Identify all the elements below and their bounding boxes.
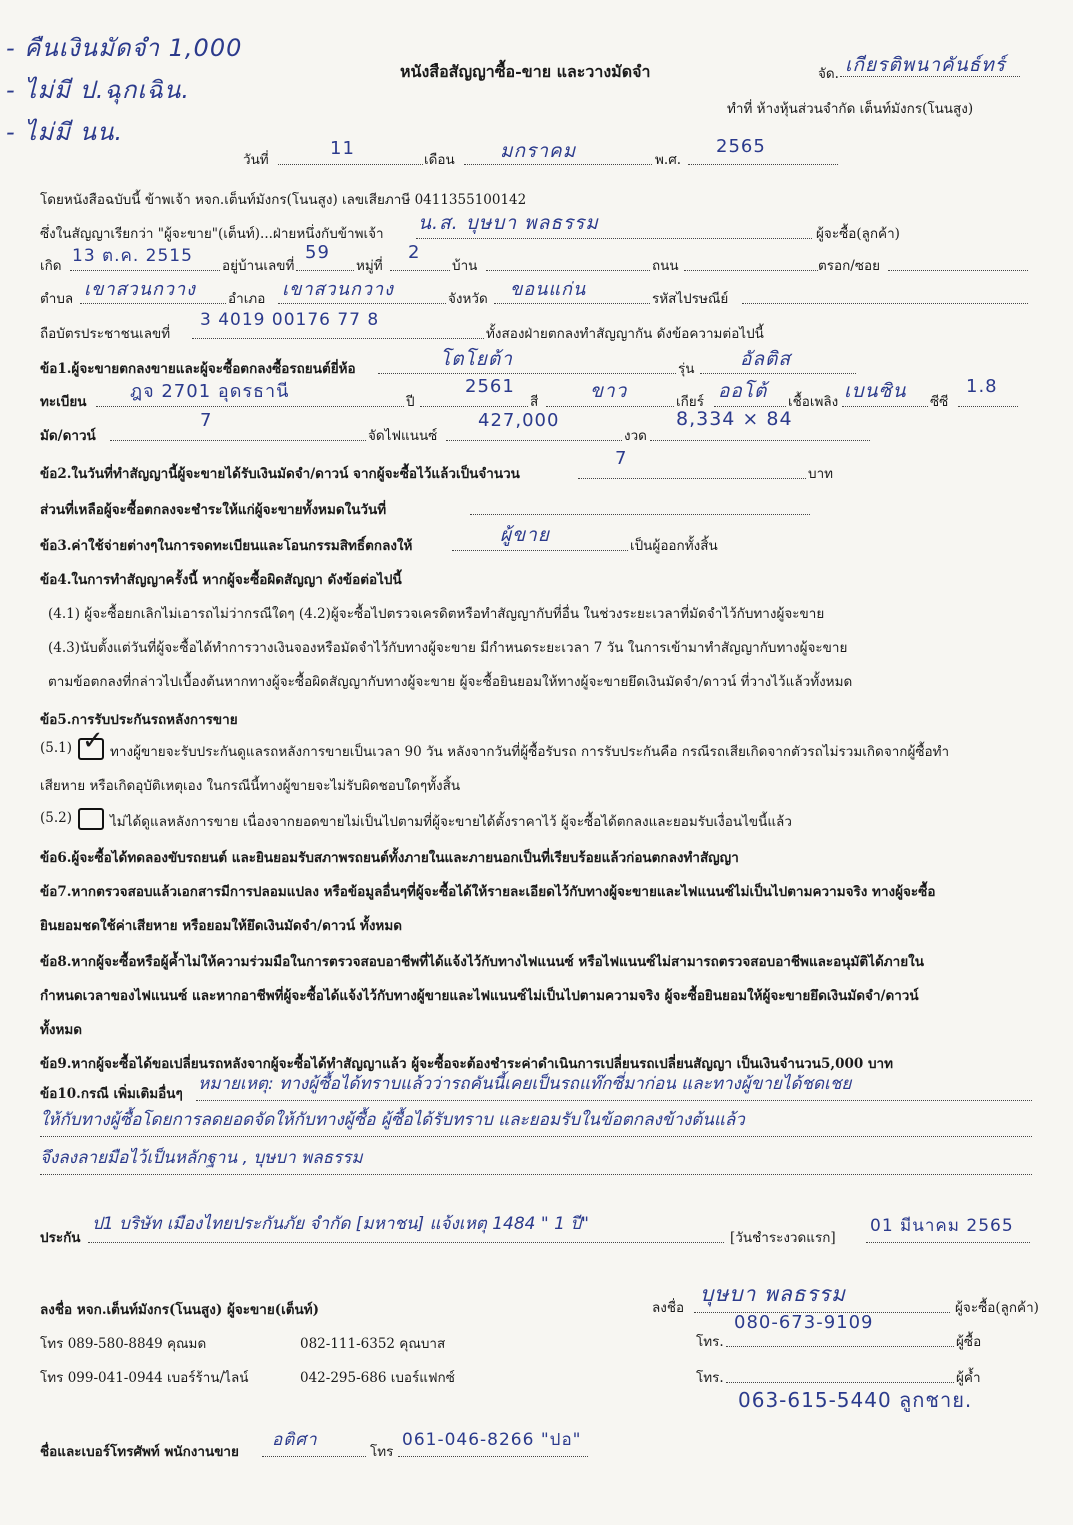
finance-value: 427,000 xyxy=(478,410,560,431)
car-fuel: เบนซิน xyxy=(844,380,907,402)
guarantor-tel: 063-615-5440 ลูกชาย. xyxy=(738,1388,973,1412)
party-line-label: ซึ่งในสัญญาเรียกว่า "ผู้จะขาย"(เต็นท์)...ฝ่ายหนึ่งกับข้าพเจ้า xyxy=(40,226,384,242)
insurance-label: ประกัน xyxy=(40,1230,81,1246)
install-label: งวด xyxy=(624,428,647,444)
day-label: วันที่ xyxy=(243,152,269,168)
note-no-weight: - ไม่มี นน. xyxy=(6,118,124,146)
car-color: ขาว xyxy=(590,380,628,402)
province-value: ขอนแก่น xyxy=(510,279,587,300)
clause-7b: ยินยอมชดใช้ค่าเสียหาย หรือยอมให้ยึดเงินมัดจำ/ดาวน์ ทั้งหมด xyxy=(40,918,402,934)
buyer-name: น.ส. บุษบา พลธรรม xyxy=(418,212,599,234)
clause-3: ข้อ3.ค่าใช้จ่ายต่างๆในการจดทะเบียนและโอนกรรมสิทธิ์ตกลงให้ xyxy=(40,538,413,554)
clause-4-3: (4.3)นับตั้งแต่วันที่ผู้จะซื้อได้ทำการวางเงินจองหรือมัดจำไว้กับทางผู้จะขาย มีกำหนดระยะเวลา 7 วัน ในการเข้ามาทำสัญญากับทางผู้จะขาย xyxy=(48,640,848,656)
clause-4-3b: ตามข้อตกลงที่กล่าวไปเบื้องต้นหากทางผู้จะซื้อผิดสัญญากับทางผู้จะขาย ผู้จะซื้อยินยอมให้ทางผู้จะขายยึดเงินมัดจำ/ดาวน์ ที่วางไว้แล้วทั้งหมด xyxy=(48,674,853,690)
seller-phone-3: โทร 099-041-0944 เบอร์ร้าน/ไลน์ xyxy=(40,1370,249,1386)
car-cc-label: ซีซี xyxy=(930,394,949,410)
clause-10-label: ข้อ10.กรณี เพิ่มเติมอื่นๆ xyxy=(40,1086,183,1102)
check-icon: ✓ xyxy=(82,726,104,756)
contract-place: ทำที่ ห้างหุ้นส่วนจำกัด เต็นท์มังกร(โนนสูง) xyxy=(727,101,974,117)
install-value: 8,334 × 84 xyxy=(676,408,793,430)
clause-8: ข้อ8.หากผู้จะซื้อหรือผู้ค้ำไม่ให้ความร่วมมือในการตรวจสอบอาชีพที่ได้แจ้งไว้กับทางไฟแนนซ์ หรือไฟแนนซ์ไม่สามารถตรวจสอบอาชีพและอนุมัติได้ภายใน xyxy=(40,954,924,970)
clause-4-1: (4.1) ผู้จะซื้อยกเลิกไม่เอารถไม่ว่ากรณีใดๆ (4.2)ผู้จะซื้อไปตรวจเครดิตหรือทำสัญญากับที่อื่น ในช่วงระยะเวลาที่มัดจำไว้กับทางผู้จะขาย xyxy=(48,606,825,622)
year-label: พ.ศ. xyxy=(655,152,682,168)
car-plate-label: ทะเบียน xyxy=(40,394,87,410)
car-plate: ฎจ 2701 อุดรธานี xyxy=(130,381,290,402)
clause-8b: กำหนดเวลาของไฟแนนซ์ และหากอาชีพที่ผู้จะซื้อได้แจ้งไว้กับทางผู้ขายและไฟแนนซ์ไม่เป็นไปตามความจริง ผู้จะซื้อยินยอมให้ผู้จะขายยึดเงินมัดจำ/ดาวน์ xyxy=(40,988,919,1004)
buyer-sign-label: ลงชื่อ xyxy=(652,1300,685,1316)
car-year-label: ปี xyxy=(406,394,415,410)
year-value: 2565 xyxy=(716,136,766,157)
buyer-role-label: ผู้จะซื้อ(ลูกค้า) xyxy=(816,226,900,242)
clause-2-amount: 7 xyxy=(615,448,628,469)
province-label: จังหวัด xyxy=(448,291,488,307)
seller-signature: ลงชื่อ หจก.เต็นท์มังกร(โนนสูง) ผู้จะขาย(เต็นท์) xyxy=(40,1302,320,1318)
clause-7: ข้อ7.หากตรวจสอบแล้วเอกสารมีการปลอมแปลง หรือข้อมูลอื่นๆที่ผู้จะซื้อได้ให้รายละเอียดไว้กับทางผู้จะขายและไฟแนนซ์ไม่เป็นไปตามความจริง ทางผู้จะซื้อ xyxy=(40,884,936,900)
staff-name: อติศา xyxy=(272,1430,318,1450)
down-label: มัด/ดาวน์ xyxy=(40,428,96,444)
clause-9: ข้อ9.หากผู้จะซื้อได้ขอเปลี่ยนรถหลังจากผู้จะซื้อได้ทำสัญญาแล้ว ผู้จะซื้อจะต้องชำระค่าดำเนินการเปลี่ยนรถเปลี่ยนสัญญา เป็นเงินจำนวน5,000 บาท xyxy=(40,1056,894,1072)
soi-label: ตรอก/ซอย xyxy=(818,258,881,274)
amphoe-label: อำเภอ xyxy=(228,291,266,307)
month-label: เดือน xyxy=(424,152,455,168)
car-gear: ออโต้ xyxy=(718,380,768,402)
clause-6: ข้อ6.ผู้จะซื้อได้ทดลองขับรถยนต์ และยินยอมรับสภาพรถยนต์ทั้งภายในและภายนอกเป็นที่เรียบร้อยแล้วก่อนตกลงทำสัญญา xyxy=(40,850,739,866)
staff-label: ชื่อและเบอร์โทรศัพท์ พนักงานขาย xyxy=(40,1444,239,1460)
clause-10-note-1: หมายเหตุ: ทางผู้ซื้อได้ทราบแล้วว่ารถคันนี้เคยเป็นรถแท๊กซี่มาก่อน และทางผู้ขายได้ชดเชย xyxy=(198,1074,852,1094)
buyer-sign-role: ผู้จะซื้อ(ลูกค้า) xyxy=(955,1300,1039,1316)
moo-value: 2 xyxy=(408,242,421,263)
tambon-value: เขาสวนกวาง xyxy=(84,279,196,300)
buyer-tel: 080-673-9109 xyxy=(734,1312,874,1333)
down-value: 7 xyxy=(200,410,213,431)
clause-5-2: ไม่ได้ดูแลหลังการขาย เนื่องจากยอดขายไม่เป็นไปตามที่ผู้จะขายได้ตั้งราคาไว้ ผู้จะซื้อได้ตกลงและยอมรับเงื่อนไขนี้แล้ว xyxy=(110,814,792,830)
clause-5: ข้อ5.การรับประกันรถหลังการขาย xyxy=(40,712,238,728)
clause-2b: ส่วนที่เหลือผู้จะซื้อตกลงจะชำระให้แก่ผู้จะขายทั้งหมดในวันที่ xyxy=(40,502,387,518)
buyer-signature: บุษบา พลธรรม xyxy=(700,1282,846,1306)
clause-2-unit: บาท xyxy=(808,466,834,482)
made-by-value: เกียรติพนาคันธ์ทร์ xyxy=(845,54,1006,76)
buyer-tel-label: โทร. xyxy=(696,1334,724,1350)
car-gear-label: เกียร์ xyxy=(676,394,704,410)
clause-5-2-num: (5.2) xyxy=(40,810,73,826)
first-payment-value: 01 มีนาคม 2565 xyxy=(870,1216,1014,1236)
buyer-tel-role: ผู้ซื้อ xyxy=(956,1334,982,1350)
road-label: ถนน xyxy=(652,258,679,274)
staff-tel-label: โทร xyxy=(370,1444,394,1460)
guarantor-tel-label: โทร. xyxy=(696,1370,724,1386)
clause-5-1: ทางผู้ขายจะรับประกันดูแลรถหลังการขายเป็นเวลา 90 วัน หลังจากวันที่ผู้ซื้อรับรถ การรับประกันคือ กรณีรถเสียเกิดจากตัวรถไม่รวมเกิดจากผู้ซื้อทำ xyxy=(110,744,950,760)
car-model-label: รุ่น xyxy=(678,361,695,377)
month-value: มกราคม xyxy=(500,140,577,162)
seller-phone-1: โทร 089-580-8849 คุณมด xyxy=(40,1336,207,1352)
no-warranty-checkbox[interactable] xyxy=(78,808,104,830)
car-model: อัลติส xyxy=(740,348,791,370)
clause-2: ข้อ2.ในวันที่ทำสัญญานี้ผู้จะขายได้รับเงินมัดจำ/ดาวน์ จากผู้จะซื้อไว้แล้วเป็นจำนวน xyxy=(40,466,520,482)
finance-label: จัดไฟแนนซ์ xyxy=(368,428,438,444)
house-value: 59 xyxy=(305,242,330,263)
id-tail: ทั้งสองฝ่ายตกลงทำสัญญากัน ดังข้อความต่อไปนี้ xyxy=(486,326,764,342)
staff-tel: 061-046-8266 "ปอ" xyxy=(402,1430,582,1450)
house-label: อยู่บ้านเลขที่ xyxy=(222,258,295,274)
seller-phone-2: 082-111-6352 คุณบาส xyxy=(300,1336,446,1352)
note-refund-deposit: - คืนเงินมัดจำ 1,000 xyxy=(6,34,243,62)
born-label: เกิด xyxy=(40,258,62,274)
ban-label: บ้าน xyxy=(452,258,478,274)
day-value: 11 xyxy=(330,138,355,159)
clause-10-note-2: ให้กับทางผู้ซื้อโดยการลดยอดจัดให้กับทางผู้ซื้อ ผู้ซื้อได้รับทราบ และยอมรับในข้อตกลงข้างต้นแล้ว xyxy=(40,1110,745,1130)
guarantor-role: ผู้ค้ำ xyxy=(956,1370,981,1386)
insurance-value: ป1 บริษัท เมืองไทยประกันภัย จำกัด [มหาชน] แจ้งเหตุ 1484 " 1 ปี" xyxy=(92,1214,589,1234)
born-value: 13 ต.ค. 2515 xyxy=(72,246,193,266)
postal-label: รหัสไปรษณีย์ xyxy=(652,291,729,307)
page-title: หนังสือสัญญาซื้อ-ขาย และวางมัดจำ xyxy=(400,62,651,81)
clause-3-tail: เป็นผู้ออกทั้งสิ้น xyxy=(630,538,718,554)
note-no-emergency: - ไม่มี ป.ฉุกเฉิน. xyxy=(6,76,190,104)
seller-phone-4: 042-295-686 เบอร์แฟกซ์ xyxy=(300,1370,455,1386)
amphoe-value: เขาสวนกวาง xyxy=(282,279,394,300)
clause-4: ข้อ4.ในการทำสัญญาครั้งนี้ หากผู้จะซื้อผิดสัญญา ดังข้อต่อไปนี้ xyxy=(40,572,402,588)
car-fuel-label: เชื้อเพลิง xyxy=(788,394,839,410)
tambon-label: ตำบล xyxy=(40,291,74,307)
intro-text: โดยหนังสือฉบับนี้ ข้าพเจ้า หจก.เต็นท์มังกร(โนนสูง) เลขเสียภาษี 0411355100142 xyxy=(40,192,527,208)
moo-label: หมู่ที่ xyxy=(356,258,383,274)
car-cc: 1.8 xyxy=(966,376,998,397)
clause-5-1b: เสียหาย หรือเกิดอุบัติเหตุเอง ในกรณีนี้ทางผู้ขายจะไม่รับผิดชอบใดๆทั้งสิ้น xyxy=(40,778,461,794)
made-by-label: จัด. xyxy=(818,66,839,82)
clause-5-1-num: (5.1) xyxy=(40,740,73,756)
id-label: ถือบัตรประชาชนเลขที่ xyxy=(40,326,171,342)
car-year: 2561 xyxy=(465,376,515,397)
car-color-label: สี xyxy=(530,394,539,410)
id-value: 3 4019 00176 77 8 xyxy=(200,310,380,330)
car-brand: โตโยต้า xyxy=(440,348,513,370)
car-brand-label: ข้อ1.ผู้จะขายตกลงขายและผู้จะซื้อตกลงซื้อรถยนต์ยี่ห้อ xyxy=(40,361,356,377)
first-payment-label: [วันชำระงวดแรก] xyxy=(730,1230,836,1246)
clause-3-who: ผู้ขาย xyxy=(500,524,550,546)
clause-10-note-3: จึงลงลายมือไว้เป็นหลักฐาน , บุษบา พลธรรม xyxy=(40,1148,363,1168)
clause-8c: ทั้งหมด xyxy=(40,1022,83,1038)
